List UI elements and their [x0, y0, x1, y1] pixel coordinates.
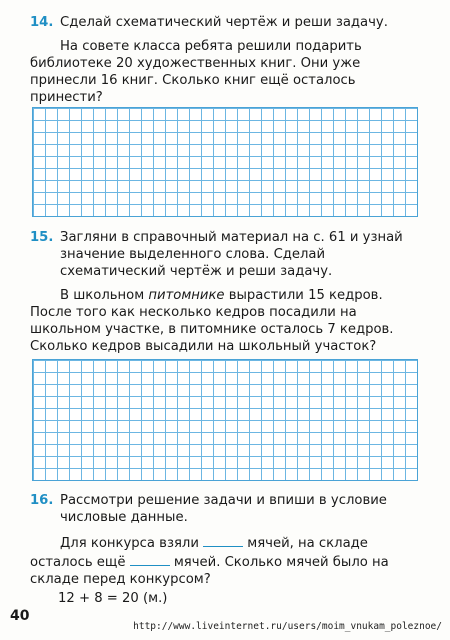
task-16 — [30, 492, 425, 607]
task-16-text-1: Для конкурса взяли — [60, 536, 204, 551]
task-15-grid[interactable] — [32, 359, 418, 481]
task-16-number: 16. — [30, 493, 54, 508]
task-15-instruction: Загляни в справочный материал на с. 61 и узнай значение выделенного слова. Сделай схематический чертёж и реши задачу. — [60, 230, 403, 279]
task-16-text-3: мячей. Сколько мячей было на складе перед конкурсом? — [30, 555, 389, 587]
watermark-url: http://www.liveinternet.ru/users/moim_vnukam_poleznoe/ — [133, 621, 442, 632]
task-15-text-end: вырастили 15 кедров. После того как несколько кедров посадили на школьном участке, в питомнике осталось 7 кедров. Сколько кедров высадили на школьный участок? — [30, 288, 394, 354]
blank-input-2[interactable] — [130, 552, 170, 566]
page-number: 40 — [10, 608, 30, 624]
task-15 — [30, 229, 425, 355]
task-14-problem: На совете класса ребята решили подарить библиотеке 20 художественных книг. Они уже принесли 16 книг. Сколько книг ещё осталось принести? — [30, 39, 362, 105]
blank-input-1[interactable] — [203, 533, 243, 547]
task-15-number: 15. — [30, 230, 54, 245]
task-15-highlighted-word: питомнике — [148, 288, 225, 303]
task-16-problem — [30, 533, 425, 588]
task-16-heading — [30, 492, 425, 526]
task-16-solution: 12 + 8 = 20 (м.) — [58, 591, 168, 606]
task-14-grid[interactable] — [32, 107, 418, 217]
task-15-problem — [30, 287, 425, 355]
task-16-instruction: Рассмотри решение задачи и впиши в условие числовые данные. — [60, 493, 387, 525]
task-14-instruction: Сделай схематический чертёж и реши задачу. — [60, 15, 388, 30]
task-14 — [30, 14, 425, 106]
task-15-text-start: В школьном — [60, 288, 149, 303]
task-15-heading — [30, 229, 425, 280]
task-16-text-2: мячей, на складе осталось ещё — [30, 536, 368, 570]
task-14-number: 14. — [30, 15, 54, 30]
task-14-heading — [30, 14, 425, 31]
